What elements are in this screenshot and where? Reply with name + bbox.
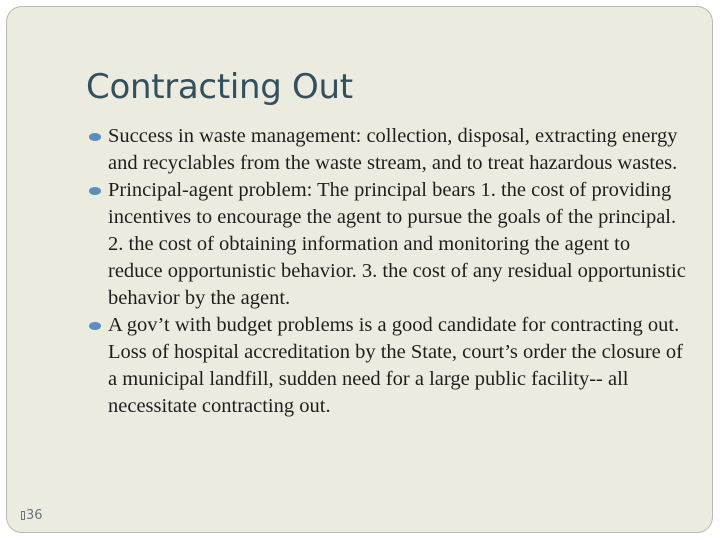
bullet-dot-icon	[89, 133, 101, 141]
slide-title: Contracting Out	[86, 67, 353, 107]
bullet-list	[89, 123, 689, 420]
bullet-dot-icon	[89, 322, 101, 330]
bullet-item	[89, 177, 689, 312]
bullet-item	[89, 123, 689, 177]
slide-number-marker-icon	[21, 511, 25, 520]
bullet-text: Principal-agent problem: The principal bears 1. the cost of providing incentives to encourage the agent to pursue the goals of the principal. 2. the cost of obtaining information and monitoring the agent to reduce opportunistic behavior. 3. the cost of any residual opportunistic behavior by the agent.	[108, 179, 686, 309]
bullet-item	[89, 312, 689, 420]
bullet-text: A gov’t with budget problems is a good candidate for contracting out. Loss of hospital accreditation by the State, court’s order the closure of a municipal landfill, sudden need for a large public facility-- all necessitate contracting out.	[108, 314, 683, 417]
slide-number-value: 36	[26, 508, 43, 523]
bullet-dot-icon	[89, 187, 101, 195]
slide-number	[21, 508, 43, 523]
slide	[6, 6, 713, 533]
bullet-text: Success in waste management: collection, disposal, extracting energy and recyclables from the waste stream, and to treat hazardous wastes.	[108, 125, 678, 174]
